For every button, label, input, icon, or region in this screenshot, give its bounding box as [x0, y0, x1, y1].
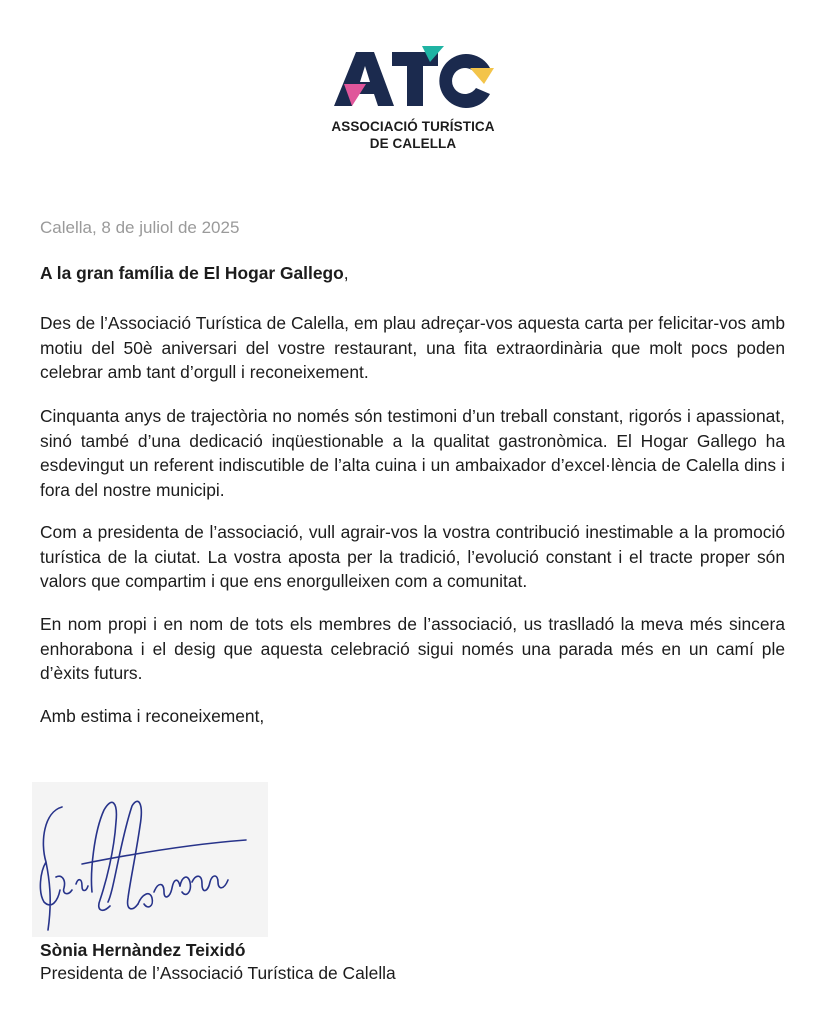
handwritten-signature [32, 782, 268, 937]
letter-paragraph: Des de l’Associació Turística de Calella, em plau adreçar-vos aquesta carta per felicitar-vos amb motiu del 50è aniversari del vostre restaurant, una fita extraordinària que molt pocs poden celebrar amb tant d’orgull i reconeixement. [40, 313, 785, 382]
association-logo [330, 44, 500, 154]
letter-salutation [40, 263, 349, 284]
signer-name: Sònia Hernàndez Teixidó [40, 940, 246, 960]
signer-title: Presidenta de l’Associació Turística de Calella [40, 963, 396, 983]
salutation-comma: , [343, 263, 349, 283]
letter-paragraph: En nom propi i en nom de tots els membres de l’associació, us traslladó la meva més sincera enhorabona i el desig que aquesta celebració sigui només una parada més en un camí ple d’èxits futurs. [40, 614, 785, 683]
salutation-text: A la gran família de El Hogar Gallego [40, 263, 344, 283]
atc-logo-mark [330, 44, 500, 116]
letter-closing: Amb estima i reconeixement, [40, 706, 265, 726]
letter-paragraph: Com a presidenta de l’associació, vull agrair-vos la vostra contribució inestimable a la promoció turística de la ciutat. La vostra aposta per la tradició, l’evolució constant i el tracte proper són valors que compartim i que ens enorgulleixen com a comunitat. [40, 522, 785, 591]
letter-date: Calella, 8 de juliol de 2025 [40, 218, 240, 237]
letter-paragraph: Cinquanta anys de trajectòria no només són testimoni d’un treball constant, rigorós i apassionat, sinó també d’una dedicació inqüestionable a la qualitat gastronòmica. El Hogar Gallego ha esdevingut un referent indiscutible de l’alta cuina i un ambaixador d’excel·lència de Calella dins i fora del nostre municipi. [40, 406, 785, 500]
logo-text-line1: ASSOCIACIÓ TURÍSTICA [331, 119, 495, 134]
logo-text-line2: DE CALELLA [369, 136, 457, 151]
